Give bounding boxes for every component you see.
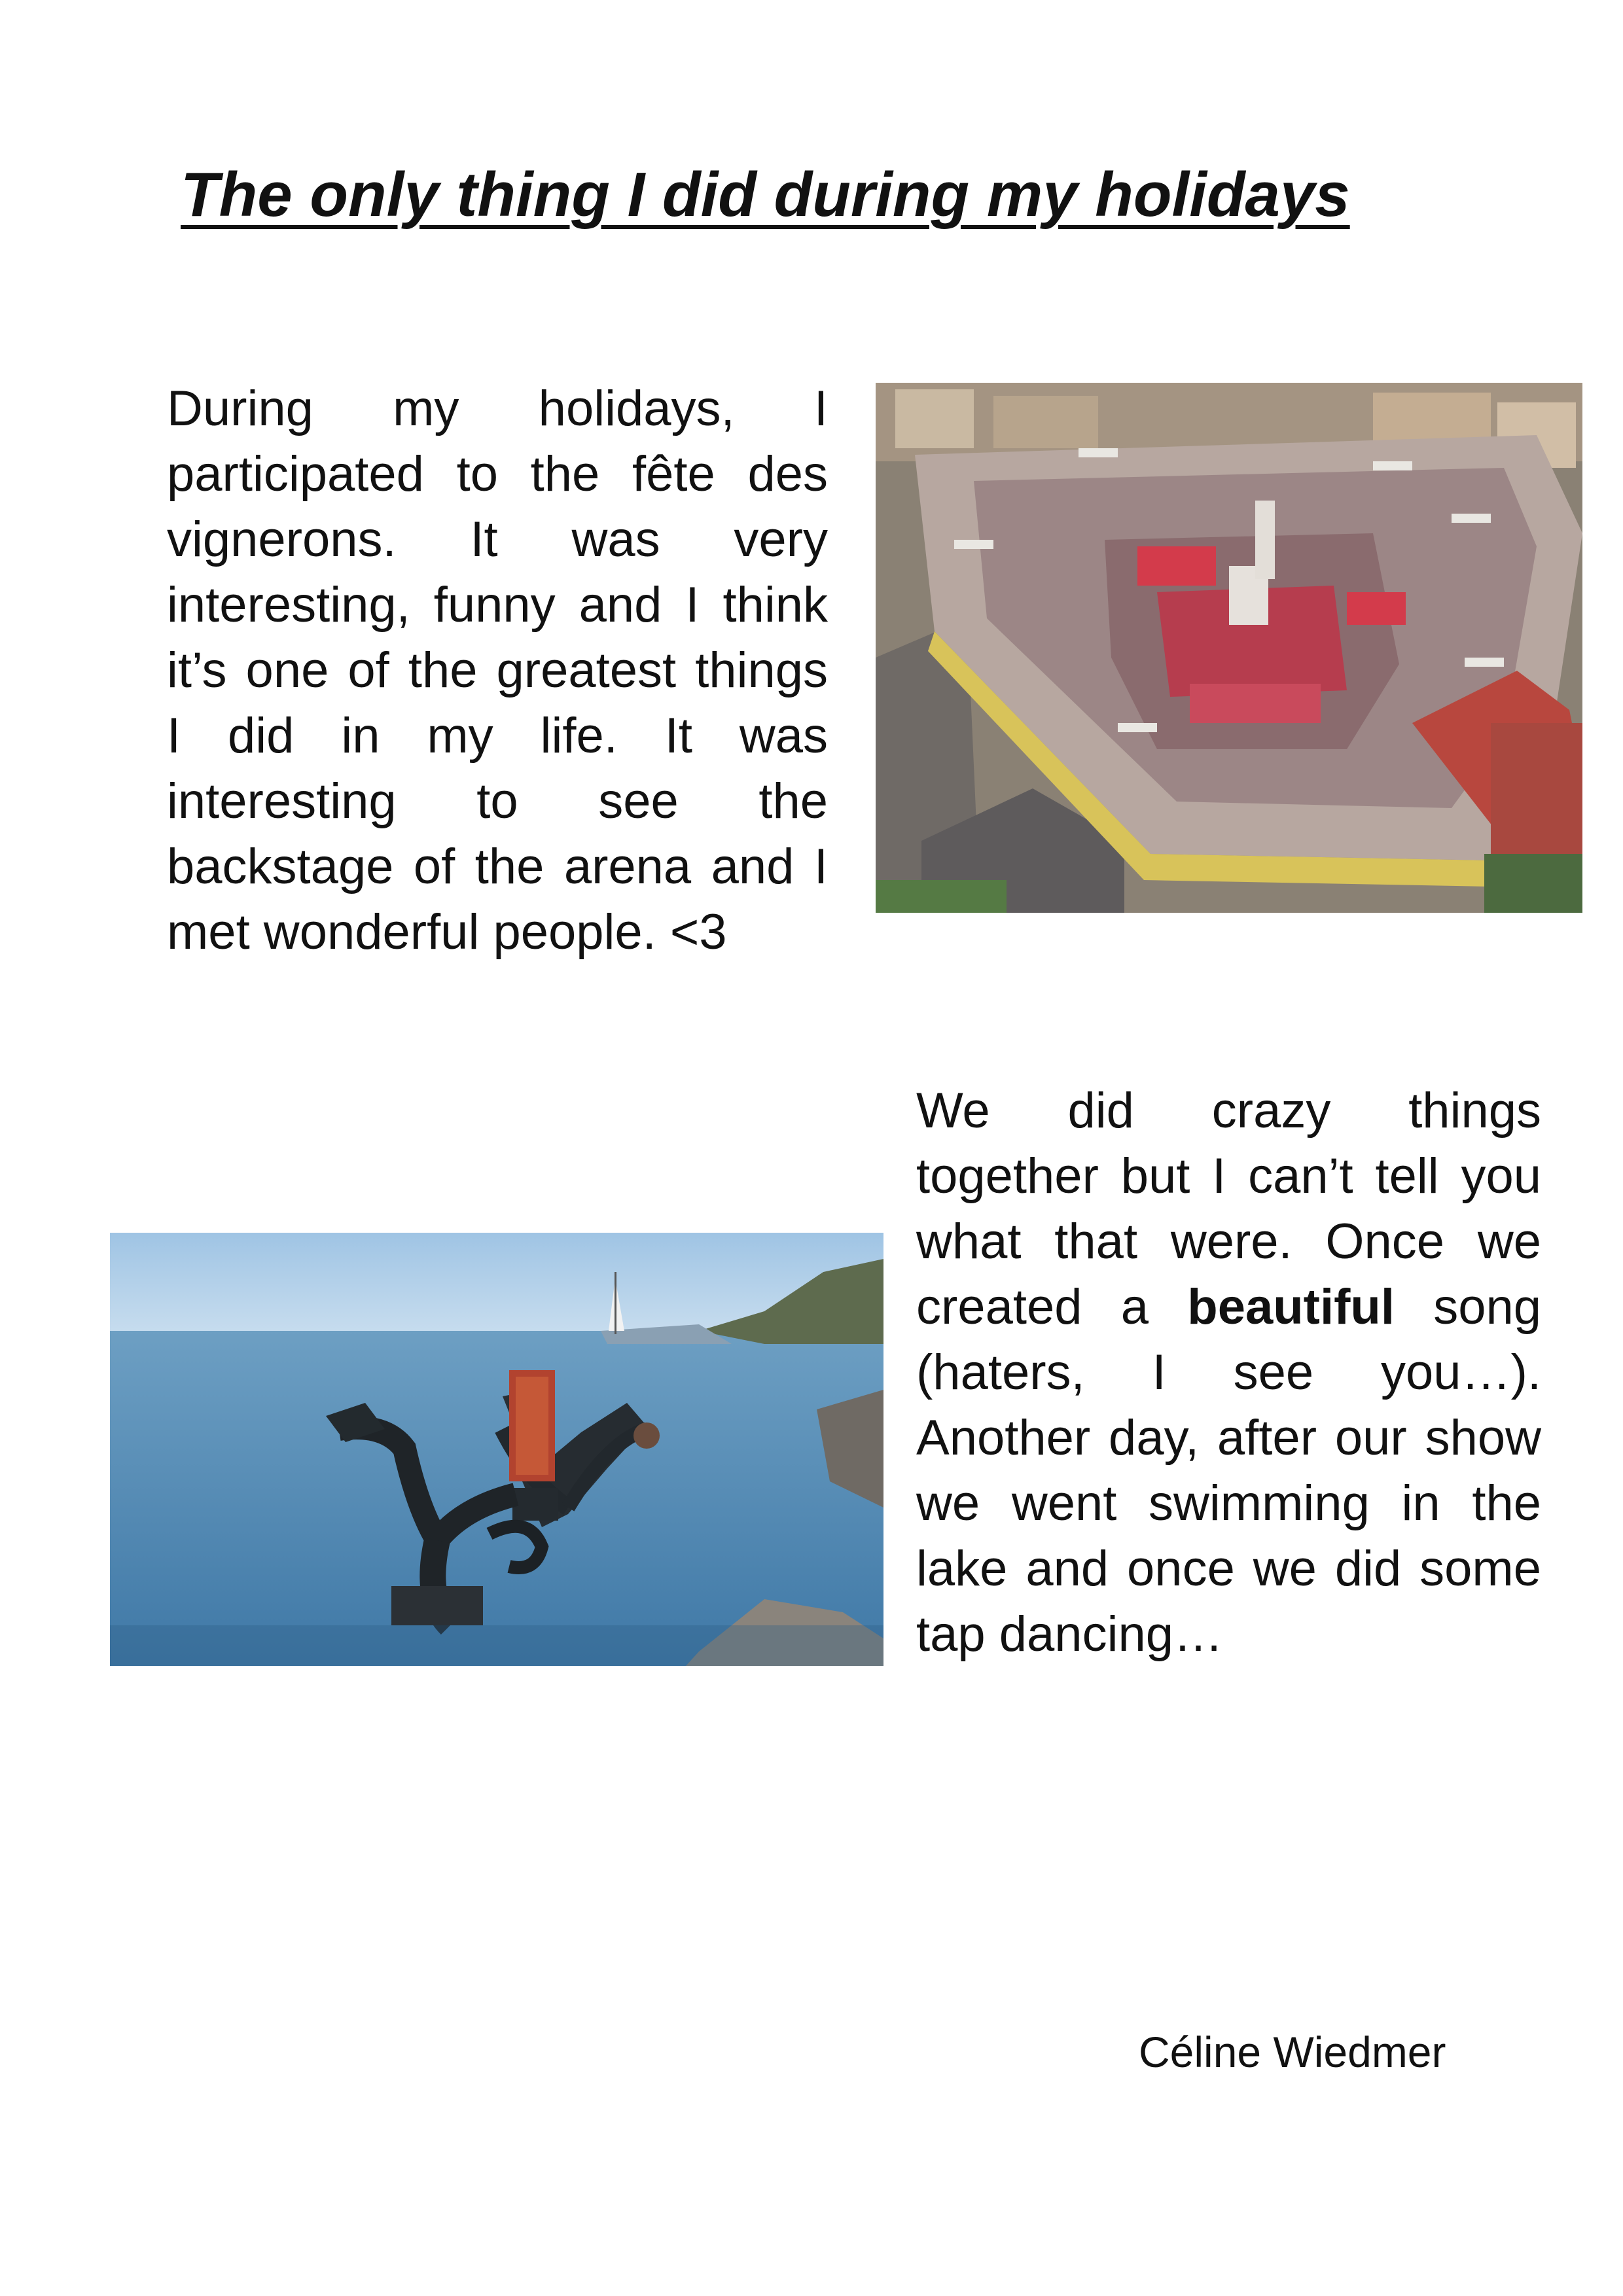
bold-word: beautiful bbox=[1187, 1279, 1395, 1335]
arena-photo bbox=[876, 383, 1582, 913]
lake-sculpture-photo-icon bbox=[110, 1233, 883, 1666]
page-title: The only thing I did during my holidays bbox=[181, 160, 1350, 230]
arena-photo-icon bbox=[876, 383, 1582, 913]
author-name: Céline Wiedmer bbox=[1139, 2028, 1446, 2076]
lake-sculpture-photo bbox=[110, 1233, 883, 1666]
paragraph-adventures-start: We did crazy things together but I can’t tell you what that were. Once we created a bbox=[916, 1083, 1541, 1335]
paragraph-intro: During my holidays, I participated to the fête des vignerons. It was very interesting, funny and I think it’s one of the greatest things I did in my life. It was interesting to see the backstage of the arena and I met wonderful people. <3 bbox=[167, 381, 828, 960]
paragraph-adventures bbox=[916, 1078, 1541, 1667]
paragraph-adventures-end: song (haters, I see you…). Another day, after our show we went swimming in the lake and once we did some tap dancing… bbox=[916, 1279, 1541, 1662]
